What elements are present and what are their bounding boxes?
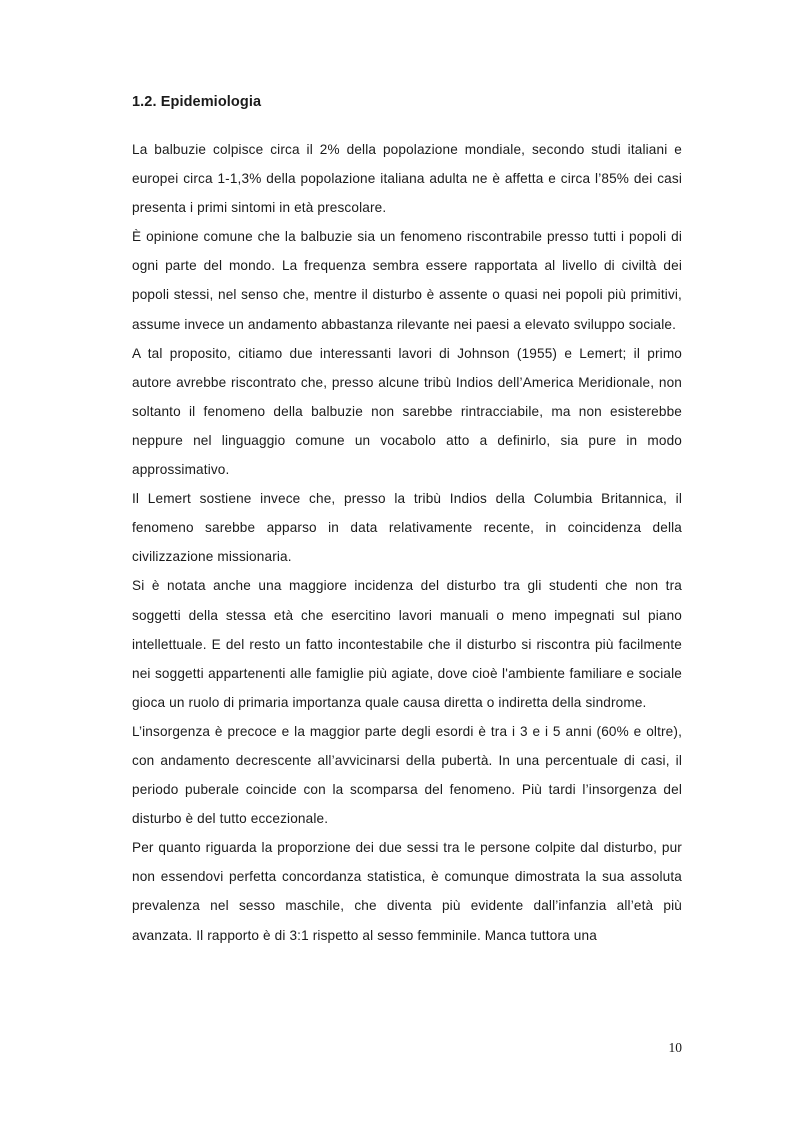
paragraph-onset-age: L’insorgenza è precoce e la maggior parte degli esordi è tra i 3 e i 5 anni (60% e oltre), con andamento decrescente all’avvicinarsi della pubertà. In una percentuale di casi, il periodo puberale coincide con la scomparsa del fenomeno. Più tardi l’insorgenza del disturbo è del tutto eccezionale. bbox=[132, 723, 682, 827]
paragraph-johnson-lemert: A tal proposito, citiamo due interessanti lavori di Johnson (1955) e Lemert; il primo autore avrebbe riscontrato che, presso alcune tribù Indios dell’America Meridionale, non soltanto il fenomeno della balbuzie non sarebbe rintracciabile, ma non esisterebbe neppure nel linguaggio comune un vocabolo atto a definirlo, sia pure in modo approssimativo. bbox=[132, 345, 682, 478]
paragraph-students-incidence: Si è notata anche una maggiore incidenza del disturbo tra gli studenti che non tra soggetti della stessa età che esercitino lavori manuali o meno impegnati sul piano intellettuale. E del resto un fatto incontestabile che il disturbo si riscontra più facilmente nei soggetti appartenenti alle famiglie più agiate, dove cioè l'ambiente familiare e sociale gioca un ruolo di primaria importanza quale causa diretta o indiretta della sindrome. bbox=[132, 578, 682, 710]
paragraph-common-opinion: È opinione comune che la balbuzie sia un fenomeno riscontrabile presso tutti i popoli di ogni parte del mondo. La frequenza sembra essere rapportata al livello di civiltà dei popoli stessi, nel senso che, mentre il disturbo è assente o quasi nei popoli più primitivi, assume invece un andamento abbastanza rilevante nei paesi a elevato sviluppo sociale. bbox=[132, 229, 682, 332]
paragraph-lemert-columbia: Il Lemert sostiene invece che, presso la tribù Indios della Columbia Britannica, il fenomeno sarebbe apparso in data relativamente recente, in coincidenza della civilizzazione missionaria. bbox=[132, 491, 682, 565]
paragraph-sex-ratio: Per quanto riguarda la proporzione dei due sessi tra le persone colpite dal disturbo, pur non essendovi perfetta concordanza statistica, è comunque dimostrata la sua assoluta prevalenza nel sesso maschile, che diventa più evidente dall’infanzia all’età più avanzata. Il rapporto è di 3:1 rispetto al sesso femminile. Manca tuttora una bbox=[132, 840, 682, 943]
body-text bbox=[132, 135, 682, 950]
paragraph-prevalence: La balbuzie colpisce circa il 2% della popolazione mondiale, secondo studi italiani e europei circa 1-1,3% della popolazione italiana adulta ne è affetta e circa l’85% dei casi presenta i primi sintomi in età prescolare. bbox=[132, 142, 682, 216]
section-heading: 1.2. Epidemiologia bbox=[132, 94, 262, 110]
page-number: 10 bbox=[668, 1040, 682, 1055]
